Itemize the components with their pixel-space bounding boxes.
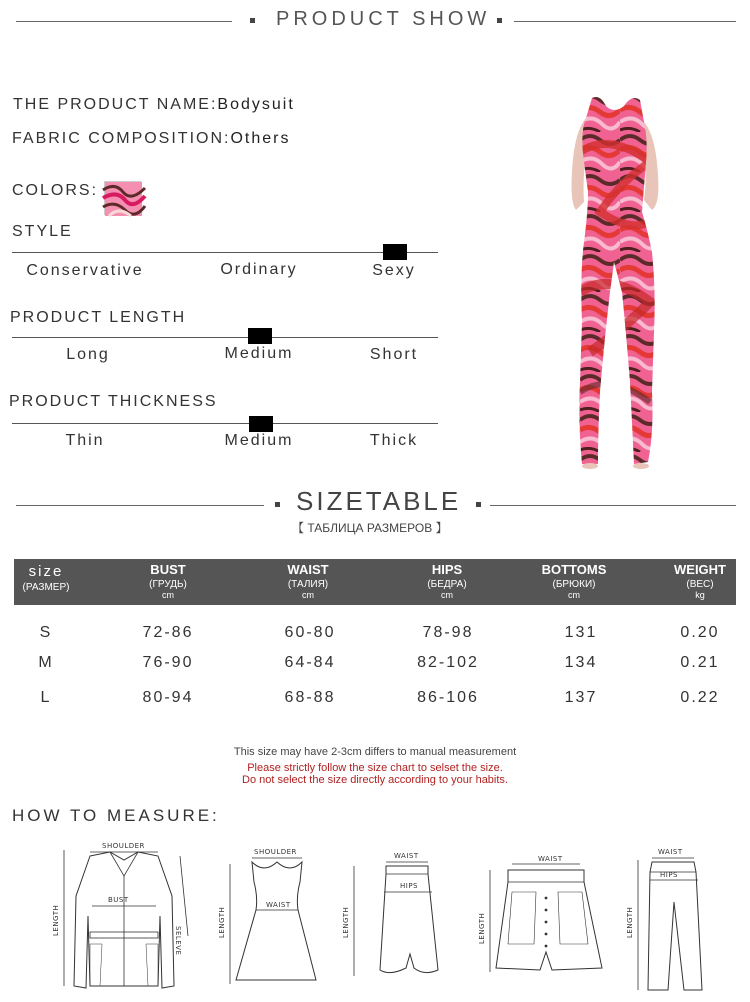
shorts-icon xyxy=(478,852,618,982)
col-weight xyxy=(674,559,726,605)
shorts-waist-label: WAIST xyxy=(538,855,563,863)
shorts-measure-diagram xyxy=(478,852,618,982)
col-hips-ru: (БЕДРА) xyxy=(427,579,467,590)
jacket-seleve-label: SELEVE xyxy=(174,926,182,956)
col-size-main: size xyxy=(28,563,64,580)
dress-shoulder-label: SHOULDER xyxy=(254,848,297,856)
row-s-bottoms: 131 xyxy=(564,624,598,641)
col-weight-main: WEIGHT xyxy=(674,562,726,577)
row-m-hips: 82-102 xyxy=(417,654,479,671)
thickness-label-medium: Medium xyxy=(224,432,294,449)
product-show-square-left xyxy=(250,18,255,23)
pants-hips-label: HIPS xyxy=(660,871,678,879)
row-l-waist: 68-88 xyxy=(284,689,336,706)
pants-length-label: LENGTH xyxy=(626,906,634,938)
dress-measure-diagram xyxy=(216,842,326,992)
style-label-conservative: Conservative xyxy=(26,262,144,279)
style-label-sexy: Sexy xyxy=(372,262,416,279)
col-bust-ru: (ГРУДЬ) xyxy=(149,579,187,590)
col-size-ru: (РАЗМЕР) xyxy=(22,582,70,593)
size-table-header xyxy=(14,559,736,605)
thickness-scale-marker[interactable] xyxy=(249,416,273,432)
product-name-label: THE PRODUCT NAME: xyxy=(13,96,218,113)
size-note-habits: Do not select the size directly according to your habits. xyxy=(242,774,508,786)
col-waist-ru: (ТАЛИЯ) xyxy=(287,579,329,590)
row-m-size: M xyxy=(38,654,54,671)
row-s-weight: 0.20 xyxy=(680,624,720,641)
style-scale-marker[interactable] xyxy=(383,244,407,260)
col-bottoms-ru: (БРЮКИ) xyxy=(552,579,596,590)
product-show-title: PRODUCT SHOW xyxy=(276,8,491,30)
skirt-icon xyxy=(344,848,454,988)
pants-waist-label: WAIST xyxy=(658,848,683,856)
colors-label: COLORS: xyxy=(12,182,99,199)
pants-icon xyxy=(622,842,732,997)
thickness-label-thin: Thin xyxy=(65,432,105,449)
bodysuit-illustration xyxy=(540,92,690,472)
size-note-follow-chart: Please strictly follow the size chart to selset the size. xyxy=(247,762,503,774)
sizetable-rule-right xyxy=(490,505,736,506)
jacket-shoulder-label: SHOULDER xyxy=(102,842,145,850)
row-l-hips: 86-106 xyxy=(417,689,479,706)
style-scale-line xyxy=(12,252,438,253)
style-label-ordinary: Ordinary xyxy=(220,261,298,278)
product-name-value: Bodysuit xyxy=(217,96,295,113)
swirl-pattern-icon xyxy=(105,182,142,216)
skirt-hips-label: HIPS xyxy=(400,882,418,890)
col-waist-main: WAIST xyxy=(287,562,329,577)
col-hips-unit: cm xyxy=(441,590,453,600)
dress-length-label: LENGTH xyxy=(218,906,226,938)
col-waist xyxy=(287,559,328,605)
dress-waist-label: WAIST xyxy=(266,901,291,909)
col-size xyxy=(18,559,74,605)
how-to-measure-title: HOW TO MEASURE: xyxy=(12,806,220,825)
col-bottoms-main: BOTTOMS xyxy=(541,562,607,577)
col-bust-unit: cm xyxy=(161,590,174,600)
row-m-bottoms: 134 xyxy=(564,654,598,671)
length-label-short: Short xyxy=(369,346,419,363)
sizetable-square-left xyxy=(275,502,280,507)
thickness-label-thick: Thick xyxy=(369,432,419,449)
length-label-long: Long xyxy=(66,346,110,363)
skirt-length-label: LENGTH xyxy=(342,906,350,938)
thickness-scale-line xyxy=(12,423,438,424)
thickness-scale-title: PRODUCT THICKNESS xyxy=(9,393,218,410)
row-l-size: L xyxy=(40,689,52,706)
col-waist-unit: cm xyxy=(301,590,314,600)
row-m-bust: 76-90 xyxy=(142,654,194,671)
product-show-rule-right xyxy=(514,21,736,22)
row-l-bust: 80-94 xyxy=(142,689,194,706)
row-l-weight: 0.22 xyxy=(680,689,720,706)
length-scale-line xyxy=(12,337,438,338)
pants-measure-diagram xyxy=(622,842,732,997)
col-bust xyxy=(149,559,187,605)
row-m-waist: 64-84 xyxy=(284,654,336,671)
col-bottoms-unit: cm xyxy=(567,590,580,600)
col-hips xyxy=(427,559,466,605)
row-s-hips: 78-98 xyxy=(422,624,474,641)
size-note-measurement: This size may have 2-3cm differs to manual measurement xyxy=(233,746,517,758)
col-hips-main: HIPS xyxy=(431,562,463,577)
length-label-medium: Medium xyxy=(224,345,294,362)
product-name-row xyxy=(13,96,295,114)
product-image[interactable] xyxy=(540,92,690,472)
fabric-label: FABRIC COMPOSITION: xyxy=(12,130,231,147)
row-s-size: S xyxy=(39,624,53,641)
skirt-waist-label: WAIST xyxy=(394,852,419,860)
jacket-measure-diagram xyxy=(50,836,200,996)
row-m-weight: 0.21 xyxy=(680,654,720,671)
sizetable-rule-left xyxy=(16,505,264,506)
jacket-length-label: LENGTH xyxy=(52,904,60,936)
col-weight-unit: kg xyxy=(695,590,705,600)
sizetable-square-right xyxy=(476,502,481,507)
fabric-value: Others xyxy=(230,130,291,147)
product-show-square-right xyxy=(497,18,502,23)
fabric-row xyxy=(12,130,290,148)
shorts-length-label: LENGTH xyxy=(478,912,486,944)
jacket-icon xyxy=(50,836,200,996)
product-show-rule-left xyxy=(16,21,232,22)
dress-icon xyxy=(216,842,326,992)
col-weight-ru: (ВЕС) xyxy=(686,579,714,590)
jacket-bust-label: BUST xyxy=(108,896,129,904)
sizetable-subtitle: 【 ТАБЛИЦА РАЗМЕРОВ 】 xyxy=(292,521,448,535)
skirt-measure-diagram xyxy=(344,848,454,988)
sizetable-title: SIZETABLE xyxy=(296,486,462,516)
row-l-bottoms: 137 xyxy=(564,689,598,706)
style-scale-title: STYLE xyxy=(12,223,73,240)
length-scale-title: PRODUCT LENGTH xyxy=(10,309,187,326)
row-s-waist: 60-80 xyxy=(284,624,336,641)
row-s-bust: 72-86 xyxy=(142,624,194,641)
color-swatch[interactable] xyxy=(104,181,141,215)
col-bottoms xyxy=(542,559,607,605)
length-scale-marker[interactable] xyxy=(248,328,272,344)
col-bust-main: BUST xyxy=(150,562,186,577)
